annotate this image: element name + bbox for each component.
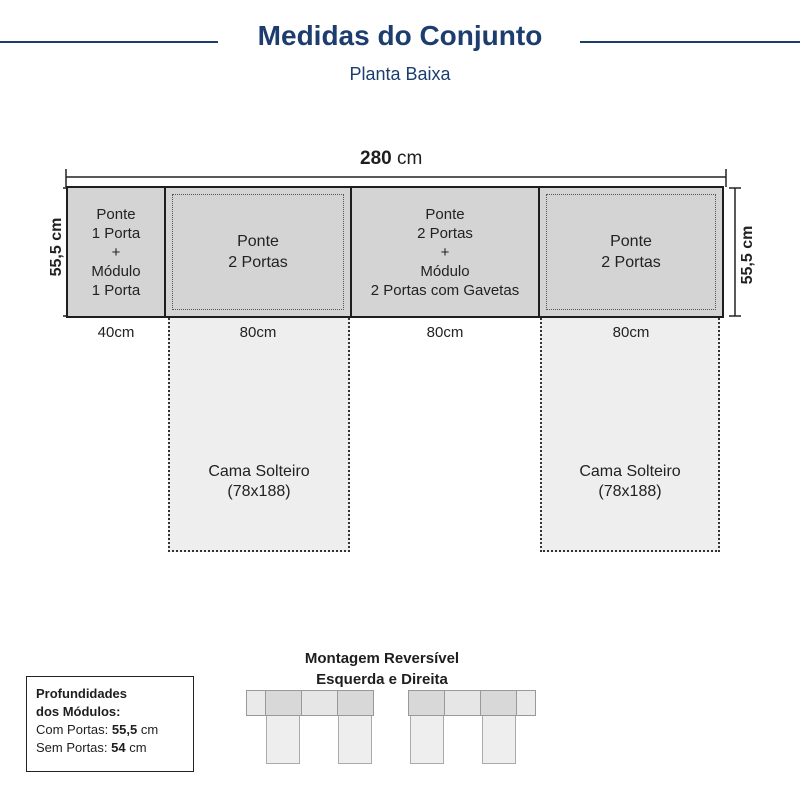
mini-right-module-4: [516, 690, 536, 716]
depth-info-heading-1: Profundidades: [36, 686, 128, 701]
reversible-heading-line-1: Montagem Reversível: [304, 650, 460, 667]
module-1-label: Ponte 1 Porta + Módulo 1 Porta: [91, 205, 141, 299]
mini-left-module-2: [265, 690, 302, 716]
mini-right-bed-1: [410, 714, 444, 764]
depth-info-box: [26, 676, 194, 772]
mini-left-bed-1: [266, 714, 300, 764]
depth-label-left: 55,5 cm: [48, 217, 65, 277]
module-2-label: Ponte 2 Portas: [228, 233, 288, 271]
depth-info-with-doors: Com Portas: 55,5 cm: [36, 722, 159, 737]
bed-left-size: (78x188): [227, 483, 291, 500]
depth-label-right: 55,5 cm: [739, 225, 756, 285]
bed-right-size: (78x188): [598, 483, 662, 500]
module-4-label: Ponte 2 Portas: [601, 233, 661, 271]
mini-right-bed-2: [482, 714, 516, 764]
module-2: [164, 186, 352, 318]
mini-left-module-4: [337, 690, 374, 716]
mini-right-module-3: [480, 690, 517, 716]
page-subtitle: Planta Baixa: [349, 64, 451, 84]
total-width-value: 280: [360, 148, 392, 169]
bed-left-label: Cama Solteiro: [208, 463, 310, 480]
mini-right-module-2: [444, 690, 481, 716]
reversible-heading-line-2: Esquerda e Direita: [316, 671, 448, 688]
mini-left-module-1: [246, 690, 266, 716]
module-4-width: 80cm: [612, 324, 650, 341]
bed-right-label: Cama Solteiro: [579, 463, 681, 480]
mini-layout-right: [408, 690, 536, 764]
total-width-unit: cm: [396, 148, 423, 169]
mini-layout-left: [246, 690, 374, 764]
depth-info-without-doors: Sem Portas: 54 cm: [36, 740, 147, 755]
module-3-width: 80cm: [426, 324, 464, 341]
module-2-width: 80cm: [239, 324, 277, 341]
depth-info-heading-2: dos Módulos:: [36, 704, 121, 719]
module-1: [66, 186, 166, 318]
module-1-width: 40cm: [97, 324, 135, 341]
module-4: [538, 186, 724, 318]
module-3-label: Ponte 2 Portas + Módulo 2 Portas com Gavetas: [370, 205, 520, 299]
module-3: [350, 186, 540, 318]
total-width-label: [360, 148, 480, 170]
mini-left-module-3: [301, 690, 338, 716]
page-title: Medidas do Conjunto: [257, 20, 543, 51]
mini-left-bed-2: [338, 714, 372, 764]
mini-right-module-1: [408, 690, 445, 716]
reversible-heading: [250, 648, 514, 690]
